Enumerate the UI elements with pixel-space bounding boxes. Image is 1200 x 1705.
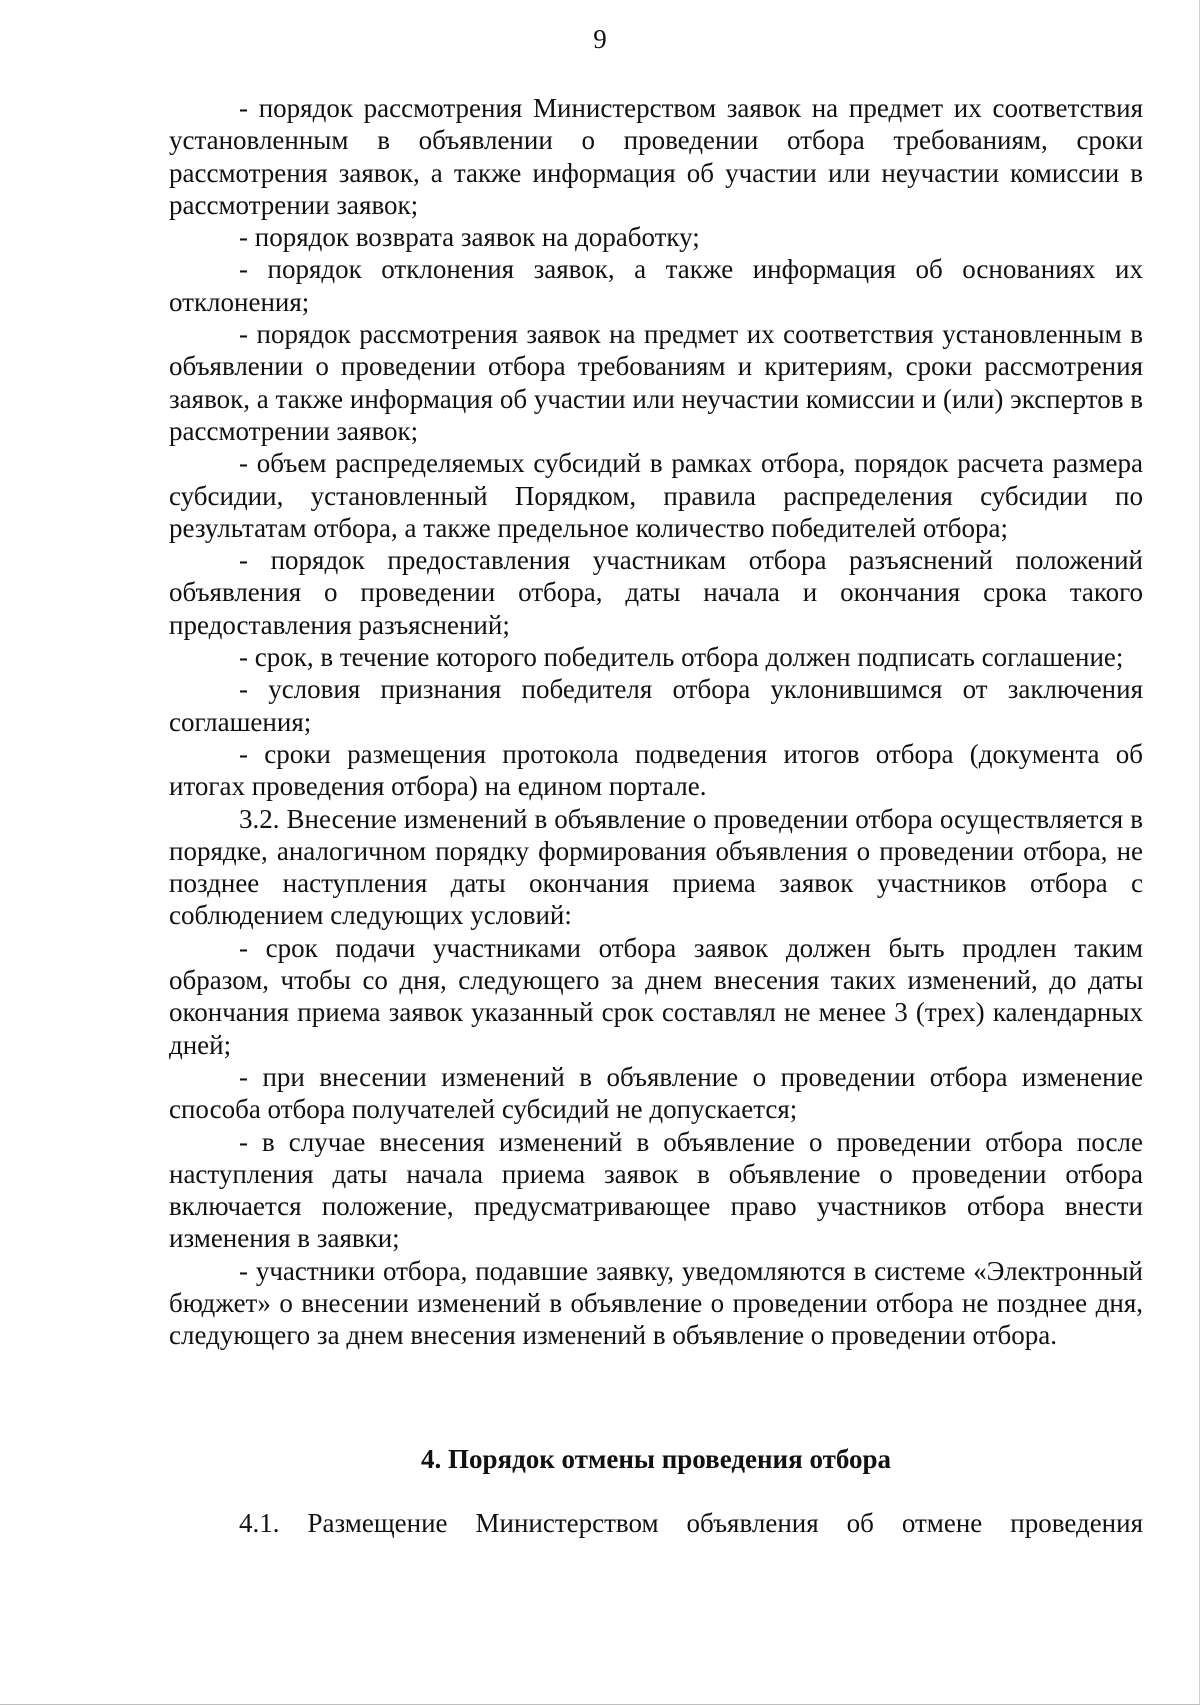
paragraph-3-2-amendments: 3.2. Внесение изменений в объявление о проведении отбора осуществляется в порядке, аналогичном порядку формирования объявления о проведении отбора, не позднее наступления даты окончания приема заявок участников отбора с соблюдением следующих условий:: [169, 803, 1143, 931]
paragraph-subsidy-volume: - объем распределяемых субсидий в рамках отбора, порядок расчета размера субсидии, установленный Порядком, правила распределения субсидии по результатам отбора, а также предельное количество победителей отбора;: [169, 448, 1143, 543]
paragraph-clarifications: - порядок предоставления участникам отбора разъяснений положений объявления о проведении отбора, даты начала и окончания срока такого предоставления разъяснений;: [169, 545, 1143, 640]
paragraph-signing-deadline: - срок, в течение которого победитель отбора должен подписать соглашение;: [239, 642, 1124, 673]
paragraph-amend-applications: - в случае внесения изменений в объявление о проведении отбора после наступления даты начала приема заявок в объявление о проведении отбора включается положение, предусматривающее право участников отбора внести изменения в заявки;: [169, 1126, 1143, 1254]
paragraph-criteria-review: - порядок рассмотрения заявок на предмет их соответствия установленным в объявлении о проведении отбора требованиям и критериям, сроки рассмотрения заявок, а также информация об участии или неучастии комиссии и (или) экспертов в рассмотрении заявок;: [169, 319, 1143, 446]
paragraph-review-procedure: - порядок рассмотрения Министерством заявок на предмет их соответствия установленным в объявлении о проведении отбора требованиям, сроки рассмотрения заявок, а также информация об участии или неучастии комиссии в рассмотрении заявок;: [169, 93, 1143, 220]
page-number: 9: [593, 24, 607, 54]
paragraph-participant-notice: - участники отбора, подавшие заявку, уведомляются в системе «Электронный бюджет» о внесении изменений в объявление о проведении отбора не позднее дня, следующего за днем внесения изменений в объявление о проведении отбора.: [169, 1255, 1143, 1351]
paragraph-4-1: 4.1. Размещение Министерством объявления об отмене проведения: [239, 1508, 1143, 1538]
paragraph-rejection-procedure: - порядок отклонения заявок, а также информация об основаниях их отклонения;: [169, 254, 1143, 317]
paragraph-evasion-conditions: - условия признания победителя отбора уклонившимся от заключения соглашения;: [169, 674, 1143, 737]
paragraph-method-unchanged: - при внесении изменений в объявление о проведении отбора изменение способа отбора получателей субсидий не допускается;: [169, 1061, 1143, 1125]
document-body: [169, 92, 1143, 1352]
paragraph-return-for-revision: - порядок возврата заявок на доработку;: [239, 222, 700, 253]
paragraph-deadline-extension: - срок подачи участниками отбора заявок должен быть продлен таким образом, чтобы со дня, следующего за днем внесения таких изменений, до даты окончания приема заявок указанный срок составлял не менее 3 (трех) календарных дней;: [169, 932, 1143, 1060]
section-heading: 4. Порядок отмены проведения отбора: [420, 1444, 892, 1474]
paragraph-protocol-publication: - сроки размещения протокола подведения итогов отбора (документа об итогах проведения отбора) на едином портале.: [169, 738, 1143, 802]
